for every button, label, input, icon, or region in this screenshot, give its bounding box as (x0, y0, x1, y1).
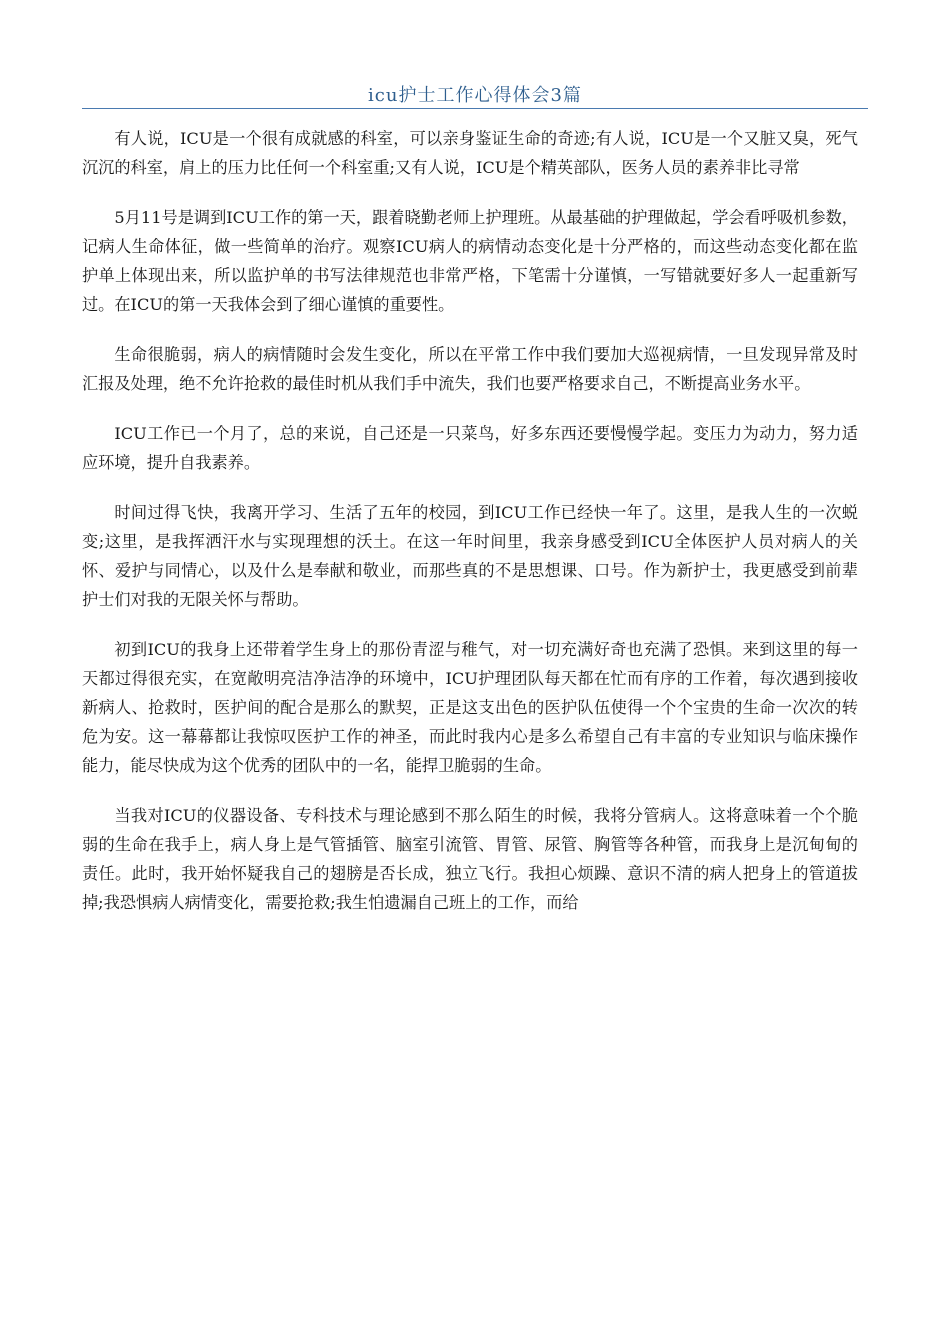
paragraph-5: 时间过得飞快，我离开学习、生活了五年的校园，到ICU工作已经快一年了。这里，是我人生的一次蜕变;这里，是我挥洒汗水与实现理想的沃土。在这一年时间里，我亲身感受到ICU全体医护人员对病人的关怀、爱护与同情心，以及什么是奉献和敬业，而那些真的不是思想课、口号。作为新护士，我更感受到前辈护士们对我的无限关怀与帮助。 (82, 503, 858, 609)
paragraph-7: 当我对ICU的仪器设备、专科技术与理论感到不那么陌生的时候，我将分管病人。这将意味着一个个脆弱的生命在我手上，病人身上是气管插管、脑室引流管、胃管、尿管、胸管等各种管，而我身上是沉甸甸的责任。此时，我开始怀疑我自己的翅膀是否长成，独立飞行。我担心烦躁、意识不清的病人把身上的管道拔掉;我恐惧病人病情变化，需要抢救;我生怕遗漏自己班上的工作，而给 (82, 806, 858, 912)
paragraph-2: 5月11号是调到ICU工作的第一天，跟着晓勤老师上护理班。从最基础的护理做起，学会看呼吸机参数，记病人生命体征，做一些简单的治疗。观察ICU病人的病情动态变化是十分严格的，而这些动态变化都在监护单上体现出来，所以监护单的书写法律规范也非常严格，下笔需十分谨慎，一写错就要好多人一起重新写过。在ICU的第一天我体会到了细心谨慎的重要性。 (82, 208, 858, 314)
title-underline (82, 108, 868, 109)
paragraph-4: ICU工作已一个月了，总的来说，自己还是一只菜鸟，好多东西还要慢慢学起。变压力为动力，努力适应环境，提升自我素养。 (82, 424, 858, 472)
document-title: icu护士工作心得体会3篇 (368, 85, 582, 106)
paragraph-6: 初到ICU的我身上还带着学生身上的那份青涩与稚气，对一切充满好奇也充满了恐惧。来到这里的每一天都过得很充实，在宽敞明亮洁净洁净的环境中，ICU护理团队每天都在忙而有序的工作着，每次遇到接收新病人、抢救时，医护间的配合是那么的默契，正是这支出色的医护队伍使得一个个宝贵的生命一次次的转危为安。这一幕幕都让我惊叹医护工作的神圣，而此时我内心是多么希望自己有丰富的专业知识与临床操作能力，能尽快成为这个优秀的团队中的一名，能捍卫脆弱的生命。 (82, 640, 858, 775)
paragraph-1: 有人说，ICU是一个很有成就感的科室，可以亲身鉴证生命的奇迹;有人说，ICU是一个又脏又臭，死气沉沉的科室，肩上的压力比任何一个科室重;又有人说，ICU是个精英部队，医务人员的素养非比寻常 (82, 129, 858, 177)
document-body (82, 124, 858, 938)
paragraph-3: 生命很脆弱，病人的病情随时会发生变化，所以在平常工作中我们要加大巡视病情，一旦发现异常及时汇报及处理，绝不允许抢救的最佳时机从我们手中流失，我们也要严格要求自己，不断提高业务水平。 (82, 345, 858, 393)
